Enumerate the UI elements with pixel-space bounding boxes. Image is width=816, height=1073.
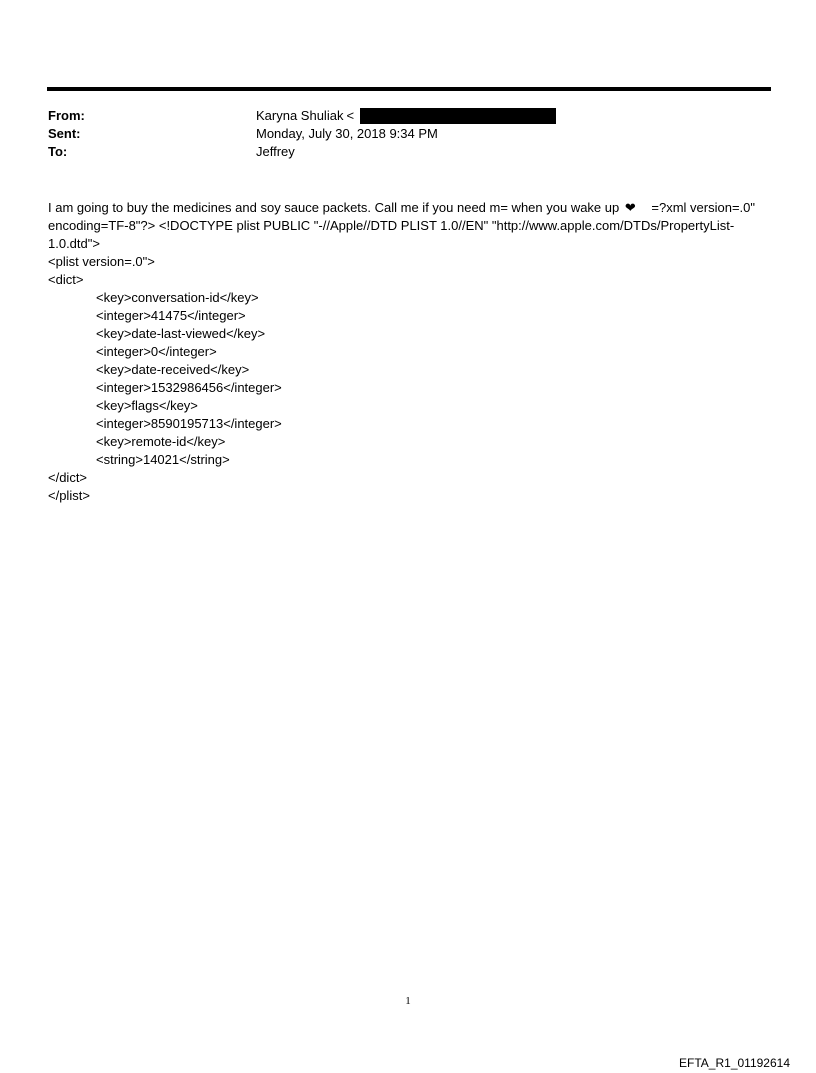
sent-value: Monday, July 30, 2018 9:34 PM: [256, 126, 438, 141]
email-body: [48, 199, 776, 505]
page-number: 1: [405, 995, 411, 1007]
dict-line: <key>flags</key>: [96, 398, 198, 413]
heart-icon: ❤: [624, 200, 636, 215]
bates-number: EFTA_R1_01192614: [679, 1056, 790, 1070]
dict-line: <string>14021</string>: [96, 452, 230, 467]
from-row: [48, 107, 768, 125]
dict-line: <key>conversation-id</key>: [96, 290, 259, 305]
from-suffix: <: [346, 108, 355, 123]
plist-close: </plist>: [48, 488, 90, 503]
to-label: To:: [48, 144, 68, 159]
redaction-block: [360, 108, 556, 124]
dict-line: <key>date-last-viewed</key>: [96, 326, 266, 341]
dict-line: <integer>1532986456</integer>: [96, 380, 282, 395]
plist-open: <plist version=.0">: [48, 254, 155, 269]
dict-line: <integer>8590195713</integer>: [96, 416, 282, 431]
from-value: Karyna Shuliak: [256, 108, 344, 123]
sent-row: [48, 125, 768, 143]
dict-line: <key>remote-id</key>: [96, 434, 226, 449]
email-header: [48, 107, 768, 161]
dict-close: </dict>: [48, 470, 88, 485]
dict-line: <key>date-received</key>: [96, 362, 250, 377]
from-value-container: [256, 107, 556, 125]
dict-line: <integer>41475</integer>: [96, 308, 246, 323]
intro-text: I am going to buy the medicines and soy sauce packets. Call me if you need m= when you wake up: [48, 200, 620, 215]
dict-line: <integer>0</integer>: [96, 344, 217, 359]
to-value: Jeffrey: [256, 144, 295, 159]
intro-paragraph: [48, 199, 776, 253]
to-row: [48, 143, 768, 161]
dict-open: <dict>: [48, 272, 84, 287]
top-divider: [47, 87, 771, 91]
sent-label: Sent:: [48, 126, 81, 141]
intro-continued: =?xml version=.0" encoding=TF-8"?> <!DOCTYPE plist PUBLIC "-//Apple//DTD PLIST 1.0//EN" "http://www.apple.com/DTDs/PropertyList-1.0.dtd">: [48, 200, 756, 251]
from-label: From:: [48, 108, 85, 123]
